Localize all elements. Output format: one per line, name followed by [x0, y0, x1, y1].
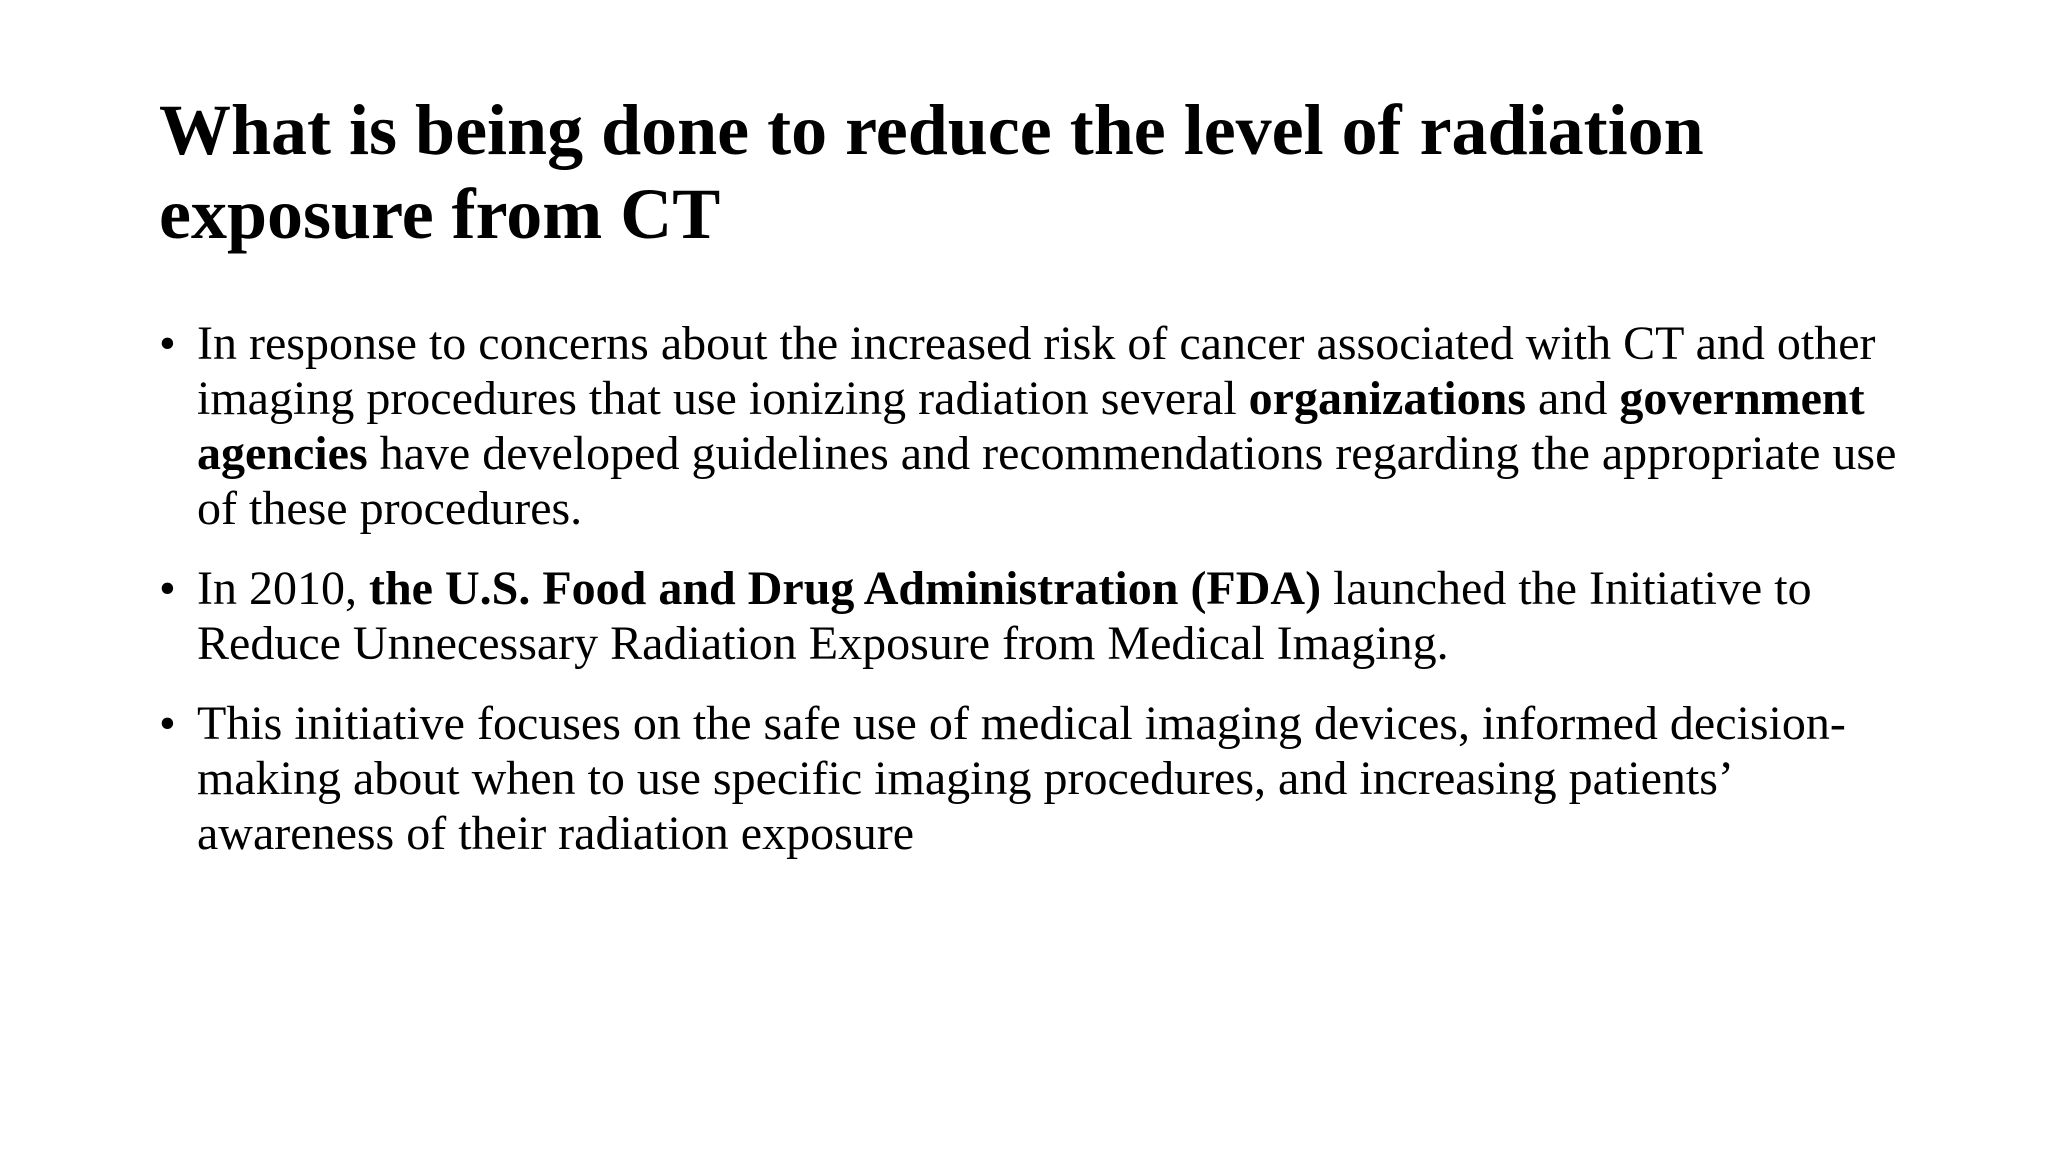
- bullet-dot: •: [159, 317, 176, 370]
- bullet-text: launched the Initiative to Reduce Unnecessary Radiation Exposure from Medical Imaging.: [197, 562, 1812, 670]
- bullet-item: [159, 696, 1919, 861]
- bullet-text: have developed guidelines and recommendations regarding the appropriate use of these procedures.: [197, 427, 1897, 535]
- bullet-list: [159, 316, 1919, 886]
- bullet-text: In 2010,: [197, 562, 369, 615]
- bullet-text: and: [1526, 372, 1620, 425]
- bullet-dot: •: [159, 562, 176, 615]
- bullet-item: [159, 561, 1919, 671]
- slide-title: What is being done to reduce the level of radiation exposure from CT: [159, 90, 1704, 254]
- bullet-dot: •: [159, 697, 176, 750]
- bullet-item: [159, 316, 1919, 536]
- bullet-text: This initiative focuses on the safe use of medical imaging devices, informed decision-making about when to use specific imaging procedures, and increasing patients’ awareness of their radiation exposure: [197, 697, 1846, 860]
- bold-term-fda: the U.S. Food and Drug Administration (FDA): [368, 562, 1322, 615]
- bullet-text: In response to concerns about the increased risk of cancer associated with CT and other imaging procedures that use ionizing radiation several: [197, 317, 1876, 425]
- bold-term-organizations: organizations: [1248, 372, 1527, 425]
- bold-term-government-agencies: government agencies: [197, 372, 1865, 480]
